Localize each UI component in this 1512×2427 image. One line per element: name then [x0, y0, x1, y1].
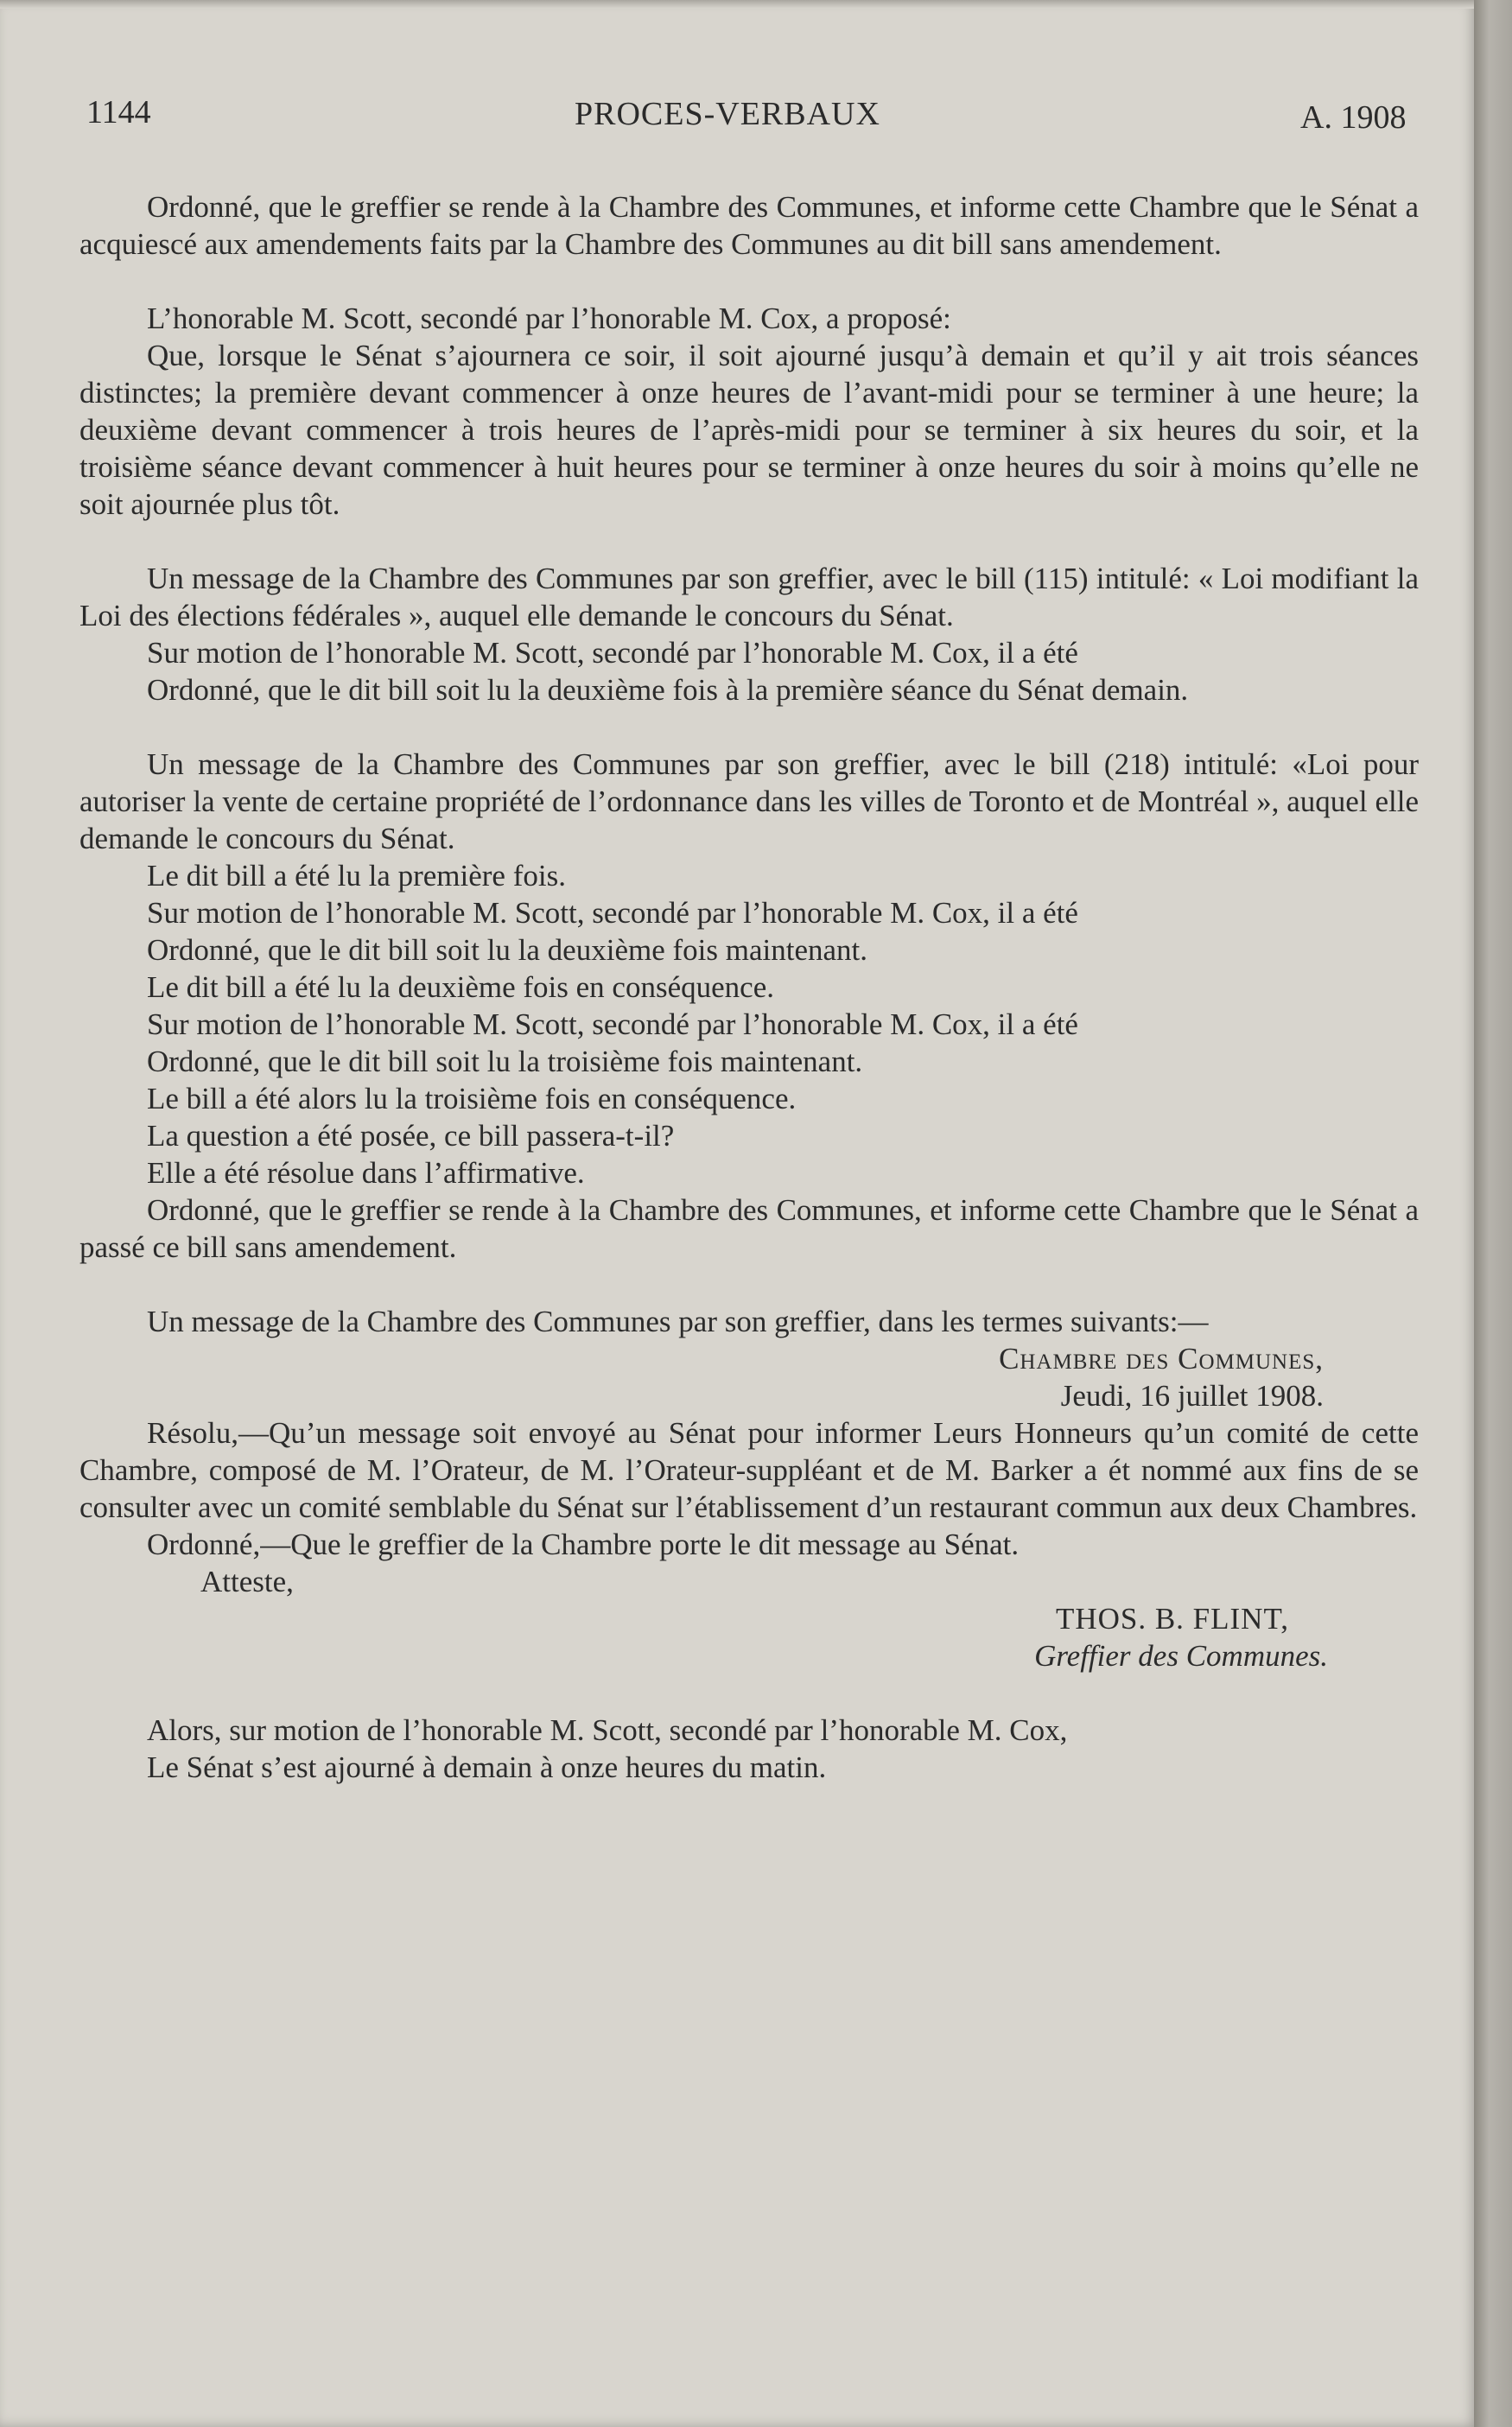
order-line: Ordonné, que le dit bill soit lu la deuxième fois à la première séance du Sénat demain. [147, 673, 1189, 707]
page-top-edge [0, 0, 1477, 9]
page-body [79, 188, 1419, 1786]
message-place: Chambre des Communes, [999, 1342, 1324, 1376]
motion-sittings: Que, lorsque le Sénat s’ajournera ce soir, il soit ajourné jusqu’à demain et qu’il y ait trois séances distinctes; la première devant commencer à onze heures de l’avant-midi pour se terminer à une heure; la deuxième devant commencer à trois heures de l’après-midi pour se terminer à six heures du soir, et la troisième séance devant commencer à huit heures pour se terminer à onze heures du soir à moins qu’elle ne soit ajournée plus tôt. [79, 339, 1419, 521]
proceeding-line: Sur motion de l’honorable M. Scott, secondé par l’honorable M. Cox, il a été [147, 896, 1078, 930]
closing-motion: Alors, sur motion de l’honorable M. Scott, secondé par l’honorable M. Cox, [147, 1713, 1068, 1747]
signature-title: Greffier des Communes. [1034, 1639, 1328, 1673]
proceeding-line: Sur motion de l’honorable M. Scott, secondé par l’honorable M. Cox, il a été [147, 1007, 1078, 1041]
proceeding-line: Le dit bill a été lu la deuxième fois en conséquence. [147, 970, 774, 1004]
proceeding-line: Ordonné, que le dit bill soit lu la troisième fois maintenant. [147, 1045, 863, 1078]
session-label: A. 1908 [1300, 99, 1407, 136]
proceeding-line: Ordonné, que le greffier se rende à la Chambre des Communes, et informe cette Chambre que le Sénat a passé ce bill sans amendement. [79, 1193, 1419, 1264]
closing-adjournment: Le Sénat s’est ajourné à demain à onze heures du matin. [147, 1750, 827, 1784]
page-binding-edge [1474, 0, 1512, 2427]
message-resolution: Résolu,—Qu’un message soit envoyé au Sénat pour informer Leurs Honneurs qu’un comité de cette Chambre, composé de M. l’Orateur, de M. l’Orateur-suppléant et de M. Barker a ét nommé aux fins de se consulter avec un comité semblable du Sénat sur l’établissement d’un restaurant commun aux deux Chambres. [79, 1416, 1419, 1524]
message-order: Ordonné,—Que le greffier de la Chambre porte le dit message au Sénat. [147, 1528, 1020, 1561]
proceeding-line: Elle a été résolue dans l’affirmative. [147, 1156, 585, 1190]
proceeding-line: Le bill a été alors lu la troisième fois en conséquence. [147, 1082, 797, 1115]
message-bill-218: Un message de la Chambre des Communes par son greffier, avec le bill (218) intitulé: «Loi pour autoriser la vente de certaine propriété de l’ordonnance dans les villes de Toronto et de Montréal », auquel elle demande le concours du Sénat. [79, 747, 1419, 855]
page-number: 1144 [86, 94, 151, 130]
motion-intro: L’honorable M. Scott, secondé par l’honorable M. Cox, a proposé: [147, 302, 951, 335]
message-date: Jeudi, 16 juillet 1908. [1060, 1379, 1324, 1413]
proceeding-line: La question a été posée, ce bill passera-t-il? [147, 1119, 675, 1153]
signature-name: THOS. B. FLINT, [1055, 1602, 1289, 1636]
message-commons-intro: Un message de la Chambre des Communes par son greffier, dans les termes suivants:— [147, 1305, 1209, 1338]
attest-label: Atteste, [200, 1565, 294, 1598]
proceeding-line: Ordonné, que le dit bill soit lu la deuxième fois maintenant. [147, 933, 867, 967]
motion-line: Sur motion de l’honorable M. Scott, secondé par l’honorable M. Cox, il a été [147, 636, 1078, 670]
running-header [0, 93, 1477, 145]
running-title: PROCES-VERBAUX [575, 96, 880, 132]
paragraph-order-reply: Ordonné, que le greffier se rende à la Chambre des Communes, et informe cette Chambre que le Sénat a acquiescé aux amendements faits par la Chambre des Communes au dit bill sans amendement. [79, 190, 1419, 261]
message-bill-115: Un message de la Chambre des Communes par son greffier, avec le bill (115) intitulé: « Loi modifiant la Loi des élections fédérales », auquel elle demande le concours du Sénat. [79, 562, 1419, 632]
proceeding-line: Le dit bill a été lu la première fois. [147, 859, 566, 893]
